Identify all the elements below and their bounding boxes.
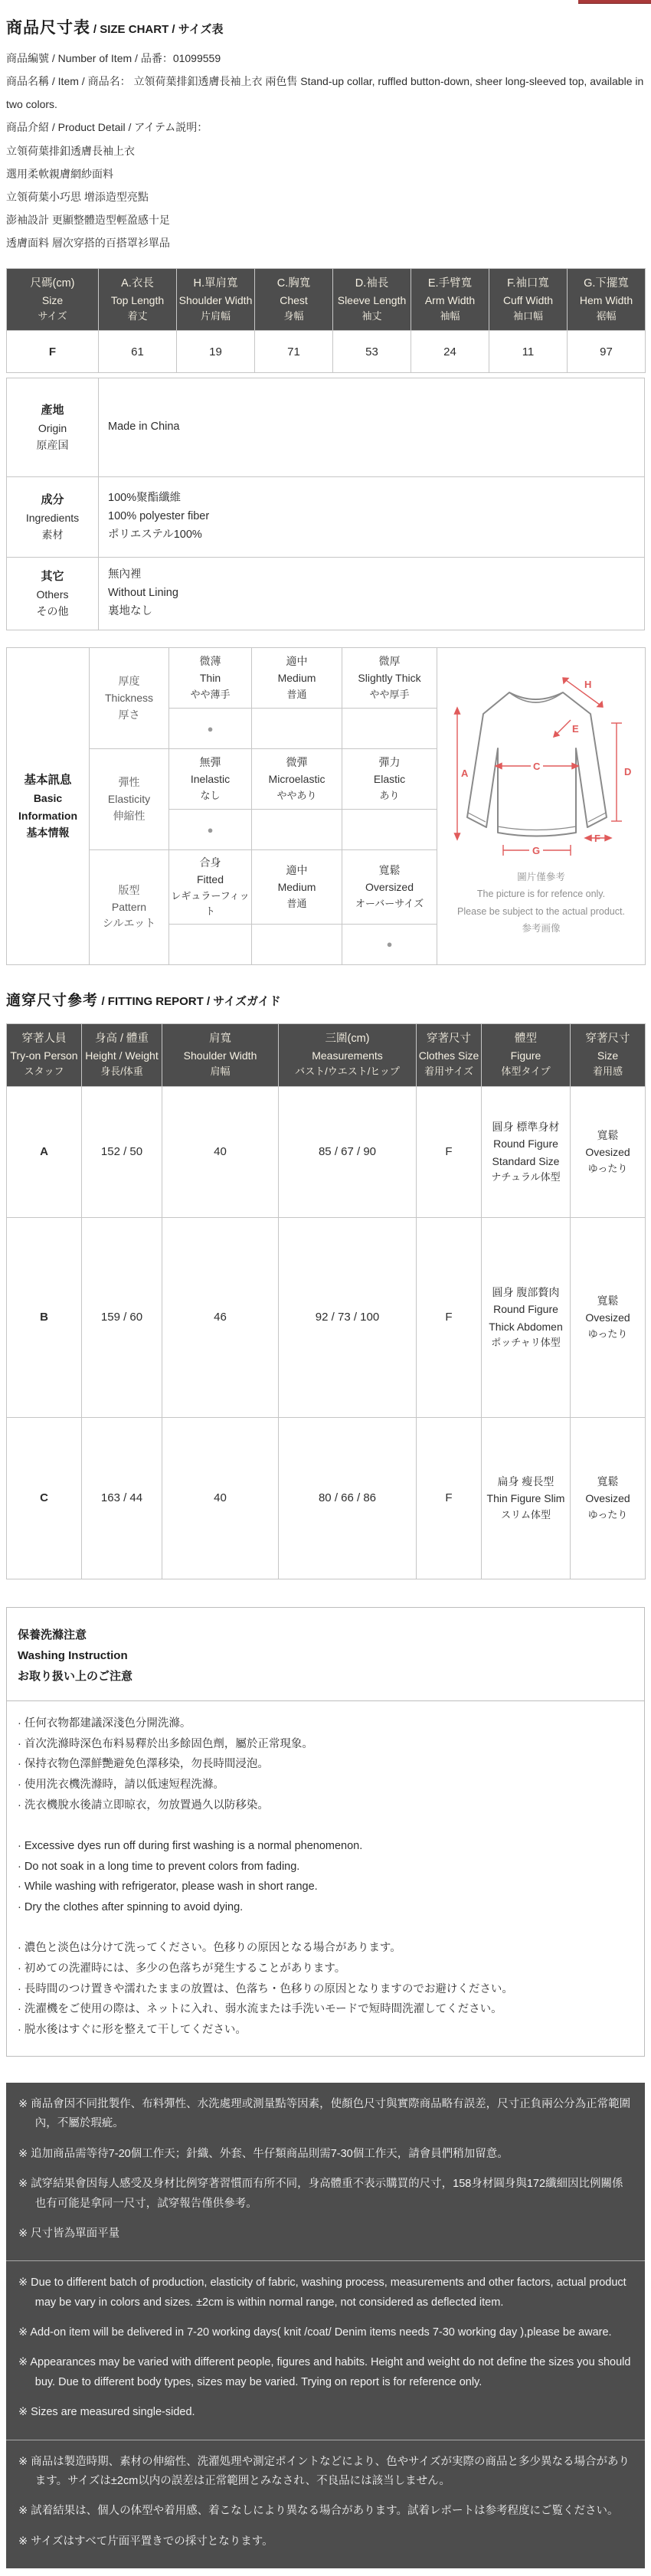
notes-box <box>6 2083 645 2568</box>
origin-value: Made in China <box>99 378 645 477</box>
elasticity-dot-inelastic: ● <box>169 810 252 850</box>
washing-lines-jp: · 濃色と淡色は分けて洗ってください。色移りの原因となる場合があります。 · 初めての洗濯時には、多少の色落ちが発生することがあります。 · 長時間のつけ置きや濡れたままの放置は、色落ち・色移りの原因となりますのでお避けください。 · 洗濯機をご使用の際は、ネットに入れ、弱水流または手洗いモードで短時間洗濯してください。 · 脱水後はすぐに形を整えて干してください。 <box>18 1942 513 2037</box>
washing-lines-en: · Excessive dyes run off during first washing is a normal phenomenon. · Do not soak in a long time to prevent colors from fading. · While washing with refrigerator, please wash in short range. · Dry the clothes after spinning to avoid dying. <box>18 1839 363 1914</box>
thickness-dot-thick <box>342 709 437 749</box>
sketch-label-g: G <box>532 844 540 856</box>
page-title-zh: 商品尺寸表 <box>6 19 90 37</box>
size-table-header-arm: E.手臂寬 Arm Width 袖幅 <box>411 268 489 330</box>
fitting-header-clothes-size: 穿著尺寸 Clothes Size 着用サイズ <box>417 1024 482 1086</box>
top-right-red-bar <box>578 0 651 4</box>
item-name-line: 商品名稱 / Item / 商品名： 立領荷葉排釦透膚長袖上衣 兩色售 Stand-up collar, ruffled button-down, sheer long-sleeved top, available in two colors. <box>6 75 644 111</box>
sketch-label-a: A <box>460 767 468 779</box>
fitting-height-weight: 163 / 44 <box>82 1417 162 1579</box>
product-header <box>6 11 645 254</box>
fitting-measurements: 80 / 66 / 86 <box>279 1417 417 1579</box>
fitting-header-size-feel: 穿著尺寸 Size 着用感 <box>571 1024 646 1086</box>
fitting-row-b <box>7 1217 646 1417</box>
measurement-diagram-cell <box>437 648 646 965</box>
washing-instruction-box <box>6 1607 645 2057</box>
description-line: 立領荷葉小巧思 增添造型亮點 <box>6 190 149 203</box>
elasticity-attribute: 彈性 Elasticity 伸縮性 <box>90 749 169 850</box>
notes-jp: ※ 商品は製造時期、素材の伸縮性、洗濯処理や測定ポイントなどにより、色やサイズが実際の商品と多少異なる場合があります。サイズは±2cm以内の誤差は正常範囲とみなされ、不良品には該当しません。 ※ 試着結果は、個人の体型や着用感、着こなしにより異なる場合があります。試着レポートは参考程度にご覧ください。 ※ サイズはすべて片面平置きでの採寸となります。 <box>6 2440 645 2569</box>
size-value-chest: 71 <box>255 331 333 373</box>
size-table-header-sleeve: D.袖長 Sleeve Length 袖丈 <box>333 268 411 330</box>
washing-title: 保養洗滌注意 Washing Instruction お取り扱い上のご注意 <box>18 1628 133 1683</box>
size-table-header-shoulder: H.單肩寬 Shoulder Width 片肩幅 <box>177 268 255 330</box>
size-value-hem: 97 <box>568 331 646 373</box>
thickness-label-row <box>7 648 646 709</box>
size-table-header-size: 尺碼(cm) Size サイズ <box>7 268 99 330</box>
elasticity-option-elastic: 彈力 Elastic あり <box>342 749 437 810</box>
description-line: 選用柔軟親膚網紗面料 <box>6 167 113 180</box>
description-line: 立領荷葉排釦透膚長袖上衣 <box>6 144 135 157</box>
size-table-header-hem: G.下擺寬 Hem Width 裾幅 <box>568 268 646 330</box>
thickness-option-thin: 微薄 Thin やや薄手 <box>169 648 252 709</box>
size-value-sleeve: 53 <box>333 331 411 373</box>
pattern-dot-fitted <box>169 924 252 964</box>
fitting-figure: 扁身 瘦長型 Thin Figure Slim スリム体型 <box>482 1417 571 1579</box>
elasticity-option-inelastic: 無彈 Inelastic なし <box>169 749 252 810</box>
fitting-report-title: 適穿尺寸參考 / FITTING REPORT / サイズガイド <box>6 992 281 1009</box>
sketch-label-e: E <box>571 722 579 735</box>
fitting-measurements: 85 / 67 / 90 <box>279 1086 417 1217</box>
fitting-shoulder: 40 <box>162 1417 279 1579</box>
pattern-attribute: 版型 Pattern シルエット <box>90 850 169 965</box>
product-info-table <box>6 378 645 630</box>
fitting-person: B <box>7 1217 82 1417</box>
size-value-size: F <box>7 331 99 373</box>
thickness-dot-thin: ● <box>169 709 252 749</box>
fitting-report-table <box>6 1023 646 1579</box>
fitting-person: A <box>7 1086 82 1217</box>
basic-info-title: 基本訊息 Basic Information 基本情報 <box>7 648 90 965</box>
elasticity-dot-elastic <box>342 810 437 850</box>
item-number-line: 商品編號 / Number of Item / 品番：01099559 <box>6 52 221 65</box>
garment-measurement-diagram <box>450 676 633 858</box>
fitting-height-weight: 152 / 50 <box>82 1086 162 1217</box>
description-line: 澎袖設計 更顯整體造型輕盈感十足 <box>6 213 170 226</box>
others-label: 其它 Others その他 <box>7 558 99 630</box>
fitting-figure: 圓身 腹部贅肉 Round Figure Thick Abdomen ポッチャリ体型 <box>482 1217 571 1417</box>
page-title-rest: / SIZE CHART / サイズ表 <box>93 23 224 36</box>
notes-zh: ※ 商品會因不同批製作、布料彈性、水洗處理或測量點等因素，使顏色尺寸與實際商品略有誤差，尺寸正負兩公分為正常範圍內，不屬於瑕疵。 ※ 追加商品需等待7-20個工作天；針織、外套、牛仔類商品則需7-30個工作天，請會員們稍加留意。 ※ 試穿結果會因每人感受及身材比例穿著習慣而有所不同，身高體重不表示購買的尺寸，158身材圓身與172纖細因比例關係也有可能是拿同一尺寸，試穿報告僅供參考。 ※ 尺寸皆為單面平量 <box>18 2098 631 2240</box>
ingredients-row <box>7 477 645 558</box>
fitting-header-measurements: 三圍(cm) Measurements バスト/ウエスト/ヒップ <box>279 1024 417 1086</box>
size-chart-table <box>6 268 646 373</box>
size-value-cuff: 11 <box>489 331 568 373</box>
fitting-header-row <box>7 1024 646 1086</box>
size-table-value-row <box>7 331 646 373</box>
fitting-clothes-size: F <box>417 1086 482 1217</box>
size-value-arm: 24 <box>411 331 489 373</box>
fitting-header-shoulder: 肩寬 Shoulder Width 肩幅 <box>162 1024 279 1086</box>
origin-row <box>7 378 645 477</box>
ingredients-value: 100%聚酯纖維 100% polyester fiber ポリエステル100% <box>99 477 645 558</box>
fitting-size-feel: 寬鬆 Ovesized ゆったり <box>571 1417 646 1579</box>
others-value: 無內裡 Without Lining 裏地なし <box>99 558 645 630</box>
washing-lines-zh: · 任何衣物都建議深淺色分開洗滌。 · 首次洗滌時深色布料易釋於出多餘固色劑，屬於正常現象。 · 保持衣物色澤鮮艷避免色澤移染，勿長時間浸泡。 · 使用洗衣機洗滌時，請以低速短程洗滌。 · 洗衣機脫水後請立即晾衣，勿放置過久以防移染。 <box>18 1717 313 1812</box>
fitting-size-feel: 寬鬆 Ovesized ゆったり <box>571 1217 646 1417</box>
size-table-header-top-length: A.衣長 Top Length 着丈 <box>99 268 177 330</box>
size-table-header-cuff: F.袖口寬 Cuff Width 袖口幅 <box>489 268 568 330</box>
fitting-row-a <box>7 1086 646 1217</box>
sketch-label-c: C <box>532 760 540 772</box>
thickness-dot-medium <box>252 709 342 749</box>
others-row <box>7 558 645 630</box>
origin-label: 產地 Origin 原産国 <box>7 378 99 477</box>
fitting-clothes-size: F <box>417 1417 482 1579</box>
size-value-shoulder: 19 <box>177 331 255 373</box>
fitting-shoulder: 40 <box>162 1086 279 1217</box>
product-detail-label: 商品介紹 / Product Detail / アイテム説明： <box>6 121 208 134</box>
thickness-option-thick: 微厚 Slightly Thick やや厚手 <box>342 648 437 709</box>
fitting-shoulder: 46 <box>162 1217 279 1417</box>
fitting-header-person: 穿著人員 Try-on Person スタッフ <box>7 1024 82 1086</box>
thickness-attribute: 厚度 Thickness 厚さ <box>90 648 169 749</box>
fitting-person: C <box>7 1417 82 1579</box>
sketch-label-f: F <box>594 832 600 844</box>
pattern-dot-medium <box>252 924 342 964</box>
size-value-top-length: 61 <box>99 331 177 373</box>
ingredients-label: 成分 Ingredients 素材 <box>7 477 99 558</box>
fitting-clothes-size: F <box>417 1217 482 1417</box>
size-table-header-chest: C.胸寬 Chest 身幅 <box>255 268 333 330</box>
description-line: 透膚面料 層次穿搭的百搭罩衫單品 <box>6 236 170 249</box>
fitting-height-weight: 159 / 60 <box>82 1217 162 1417</box>
fitting-header-figure: 體型 Figure 体型タイプ <box>482 1024 571 1086</box>
fitting-size-feel: 寬鬆 Ovesized ゆったり <box>571 1086 646 1217</box>
elasticity-option-microelastic: 微彈 Microelastic ややあり <box>252 749 342 810</box>
sketch-label-d: D <box>623 765 631 777</box>
diagram-caption: 圖片僅參考 The picture is for refence only. Please be subject to the actual product. 参考画像 <box>457 871 625 934</box>
size-table-header-row <box>7 268 646 330</box>
thickness-option-medium: 適中 Medium 普通 <box>252 648 342 709</box>
pattern-option-oversized: 寬鬆 Oversized オーバーサイズ <box>342 850 437 925</box>
fitting-measurements: 92 / 73 / 100 <box>279 1217 417 1417</box>
pattern-option-fitted: 合身 Fitted レギュラーフィット <box>169 850 252 925</box>
fitting-row-c <box>7 1417 646 1579</box>
pattern-dot-oversized: ● <box>342 924 437 964</box>
fitting-header-height-weight: 身高 / 體重 Height / Weight 身長/体重 <box>82 1024 162 1086</box>
notes-en: ※ Due to different batch of production, elasticity of fabric, washing process, measurements and other factors, actual product may be vary in colors and sizes. ±2cm is within normal range, not considered as deflected item. ※ Add-on item will be delivered in 7-20 working days( knit /coat/ Denim items needs 7-30 working day ),please be aware. ※ Appearances may be varied with different people, figures and habits. Height and weight do not define the sizes you should buy. Due to different body types, sizes may be varied. Trying on report is for reference only. ※ Sizes are measured single-sided. <box>6 2260 645 2439</box>
sketch-label-h: H <box>584 678 591 690</box>
elasticity-dot-microelastic <box>252 810 342 850</box>
basic-information-table <box>6 647 646 965</box>
pattern-option-medium: 適中 Medium 普通 <box>252 850 342 925</box>
page-title <box>6 11 645 45</box>
washing-body <box>7 1700 644 2056</box>
fitting-figure: 圓身 標準身材 Round Figure Standard Size ナチュラル体型 <box>482 1086 571 1217</box>
